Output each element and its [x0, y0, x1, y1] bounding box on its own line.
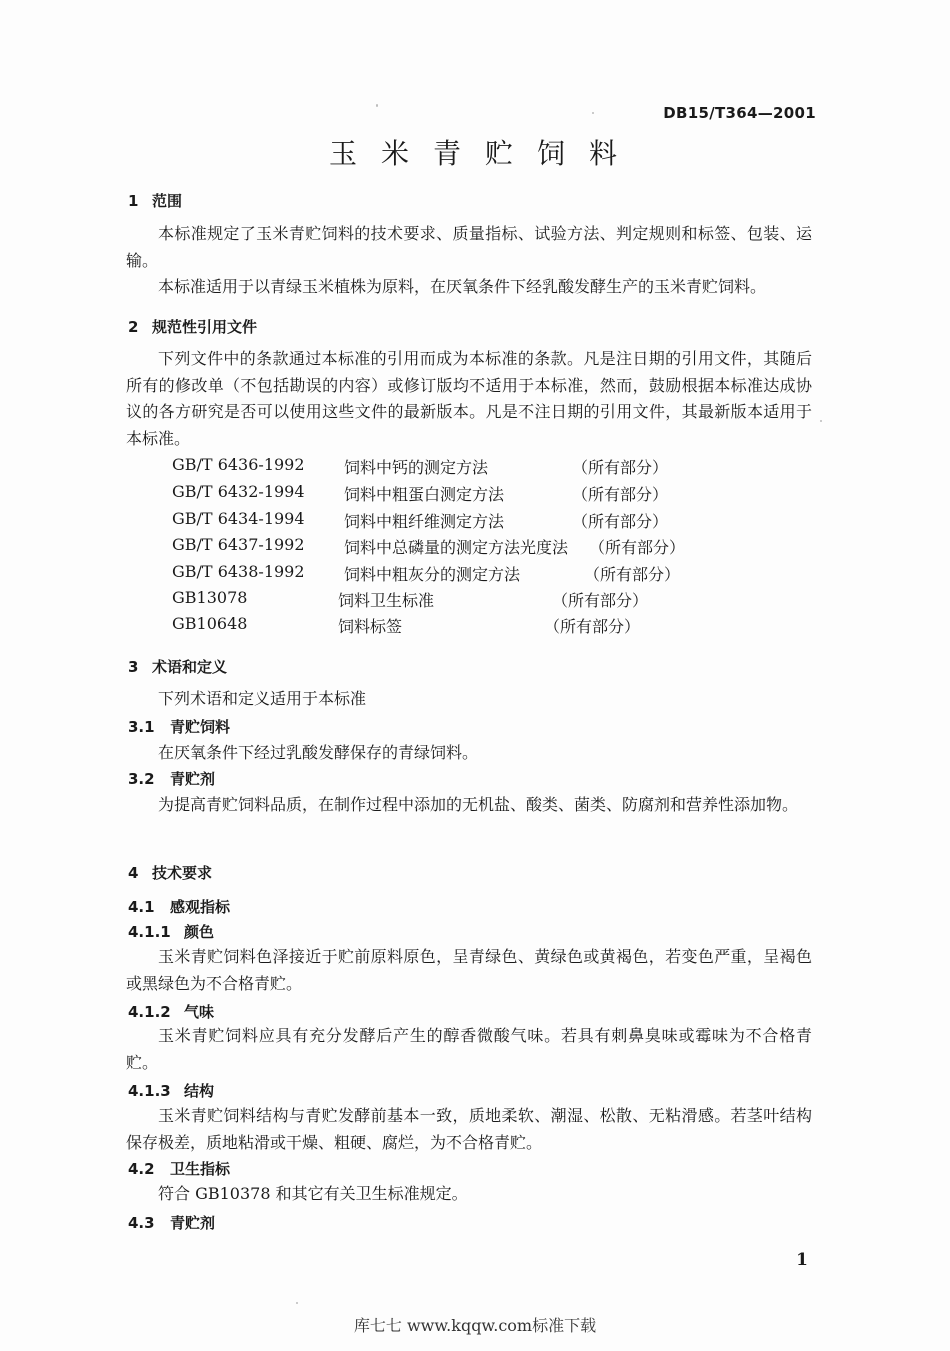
ref-code: GB/T 6437-1992	[172, 535, 305, 554]
section-4-1-1-text: 玉米青贮饲料色泽接近于贮前原料原色，呈青绿色、黄绿色或黄褐色，若变色严重，呈褐色或黑绿色为不合格青贮。	[126, 947, 812, 993]
ref-scope: （所有部分）	[572, 512, 669, 531]
section-title: 颜色	[184, 923, 215, 941]
ref-name: 饲料卫生标准	[338, 591, 435, 610]
section-2-paragraph-1: 下列文件中的条款通过本标准的引用而成为本标准的条款。凡是注日期的引用文件，其随后所有的修改单（不包括勘误的内容）或修订版均不适用于本标准，然而，鼓励根据本标准达成协议的各方研究是否可以使用这些文件的最新版本。凡是不注日期的引用文件，其最新版本适用于本标准。	[126, 349, 812, 448]
ref-code: GB13078	[172, 588, 248, 607]
section-4-1-heading	[128, 896, 230, 917]
section-4-1-3-text: 玉米青贮饲料结构与青贮发酵前基本一致，质地柔软、潮湿、松散、无粘滑感。若茎叶结构保存极差，质地粘滑或干燥、粗硬、腐烂，为不合格青贮。	[126, 1106, 812, 1152]
reference-row	[172, 482, 732, 504]
ref-name: 饲料中总磷量的测定方法光度法	[344, 538, 569, 557]
section-4-heading	[128, 862, 212, 883]
section-title: 青贮剂	[170, 770, 216, 788]
section-number: 4.1	[128, 898, 155, 916]
reference-row	[172, 455, 732, 477]
ref-code: GB/T 6438-1992	[172, 562, 305, 581]
section-title: 感观指标	[170, 898, 231, 916]
section-number: 4.2	[128, 1160, 155, 1178]
section-1-paragraph-1: 本标准规定了玉米青贮饲料的技术要求、质量指标、试验方法、判定规则和标签、包装、运输。	[126, 224, 812, 270]
section-3-heading	[128, 656, 227, 677]
reference-row	[172, 535, 732, 557]
reference-row	[172, 509, 732, 531]
ref-name: 饲料中粗灰分的测定方法	[344, 565, 521, 584]
ref-scope: （所有部分）	[584, 565, 681, 584]
section-number: 3.1	[128, 718, 155, 736]
section-number: 3.2	[128, 770, 155, 788]
section-4-1-2-heading	[128, 1001, 214, 1022]
section-1-paragraph-2: 本标准适用于以青绿玉米植株为原料，在厌氧条件下经乳酸发酵生产的玉米青贮饲料。	[158, 277, 767, 296]
ref-code: GB/T 6434-1994	[172, 509, 305, 528]
scan-speck	[376, 104, 378, 107]
ref-name: 饲料标签	[338, 617, 403, 636]
ref-scope: （所有部分）	[589, 538, 686, 557]
ref-scope: （所有部分）	[544, 617, 641, 636]
section-number: 3	[128, 658, 139, 676]
section-title: 青贮剂	[170, 1214, 216, 1232]
section-title: 气味	[184, 1003, 215, 1021]
ref-code: GB10648	[172, 614, 248, 633]
ref-scope: （所有部分）	[572, 458, 669, 477]
section-title: 结构	[184, 1082, 215, 1100]
section-4-1-2-text: 玉米青贮饲料应具有充分发酵后产生的醇香微酸气味。若具有刺鼻臭味或霉味为不合格青贮。	[126, 1026, 812, 1072]
ref-scope: （所有部分）	[572, 485, 669, 504]
section-3-2-heading	[128, 768, 215, 789]
footer-watermark: 库七七 www.kqqw.com标准下载	[353, 1316, 597, 1335]
scan-speck	[296, 1302, 298, 1304]
section-title: 青贮饲料	[170, 718, 231, 736]
section-4-3-heading	[128, 1212, 215, 1233]
section-title: 术语和定义	[152, 658, 228, 676]
section-4-1-3-heading	[128, 1080, 214, 1101]
ref-code: GB/T 6432-1994	[172, 482, 305, 501]
section-3-paragraph-1: 下列术语和定义适用于本标准	[158, 689, 367, 708]
section-3-2-text: 为提高青贮饲料品质，在制作过程中添加的无机盐、酸类、菌类、防腐剂和营养性添加物。	[158, 795, 799, 814]
document-title: 玉米青贮饲料	[328, 137, 641, 170]
ref-scope: （所有部分）	[552, 591, 649, 610]
reference-row	[172, 562, 732, 584]
section-1-heading	[128, 190, 182, 211]
section-number: 4.1.1	[128, 923, 171, 941]
section-number: 2	[128, 318, 139, 336]
standard-number: DB15/T364—2001	[663, 104, 816, 122]
scan-speck	[820, 420, 822, 422]
section-number: 1	[128, 192, 139, 210]
section-3-1-heading	[128, 716, 230, 737]
ref-name: 饲料中粗蛋白测定方法	[344, 485, 505, 504]
ref-code: GB/T 6436-1992	[172, 455, 305, 474]
section-2-heading	[128, 316, 257, 337]
section-3-1-text: 在厌氧条件下经过乳酸发酵保存的青绿饲料。	[158, 743, 479, 762]
section-number: 4	[128, 864, 139, 882]
section-title: 规范性引用文件	[152, 318, 258, 336]
section-number: 4.3	[128, 1214, 155, 1232]
reference-row	[172, 588, 732, 610]
reference-row	[172, 614, 732, 636]
section-title: 技术要求	[152, 864, 213, 882]
section-4-2-heading	[128, 1158, 230, 1179]
section-title: 卫生指标	[170, 1160, 231, 1178]
section-4-2-text: 符合 GB10378 和其它有关卫生标准规定。	[158, 1184, 468, 1203]
section-4-1-1-heading	[128, 921, 214, 942]
ref-name: 饲料中粗纤维测定方法	[344, 512, 505, 531]
section-number: 4.1.3	[128, 1082, 171, 1100]
section-title: 范围	[152, 192, 183, 210]
ref-name: 饲料中钙的测定方法	[344, 458, 489, 477]
section-number: 4.1.2	[128, 1003, 171, 1021]
page-number: 1	[796, 1250, 808, 1270]
scan-speck	[592, 112, 594, 114]
